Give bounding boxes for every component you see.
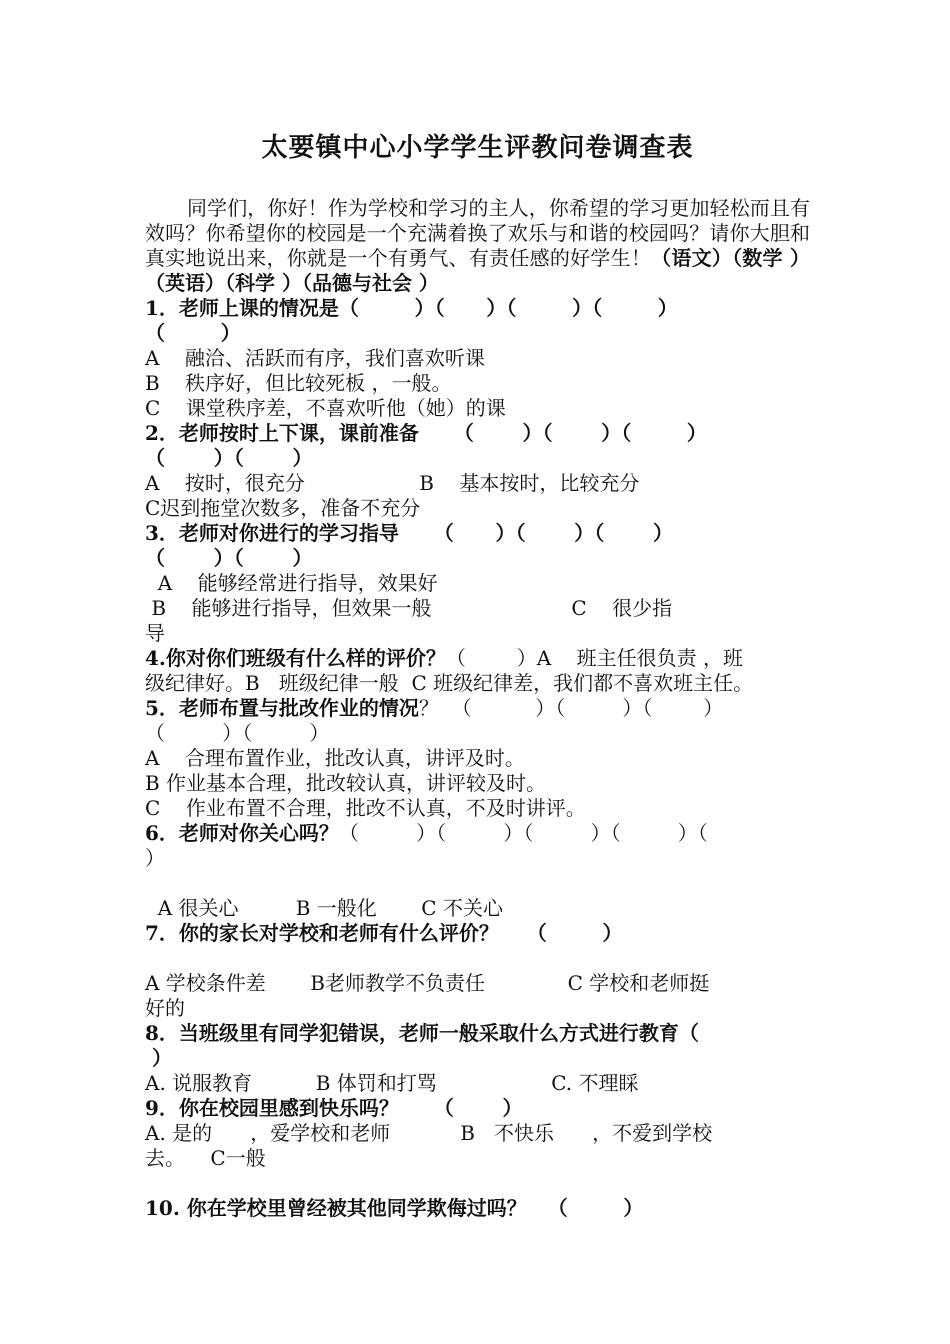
question-4-title-line (145, 646, 810, 671)
question-5-title-line (145, 696, 810, 721)
question-8-title: 8．当班级里有同学犯错误，老师一般采取什么方式进行教育（ (145, 1021, 699, 1045)
question-2-title: 2．老师按时上下课，课前准备 （ ）（ ）（ ） (145, 421, 707, 445)
question-5-option-a: A 合理布置作业，批改认真，讲评及时。 (145, 746, 525, 770)
question-5-blanks-cont: （ ）（ ） (145, 721, 330, 745)
question-9 (145, 1096, 810, 1171)
question-6-title: 6．老师对你关心吗？ (145, 821, 339, 845)
question-7-options-cont: 好的 (145, 996, 185, 1020)
question-6-title-line (145, 821, 810, 846)
question-6 (145, 821, 810, 921)
question-5 (145, 696, 810, 821)
question-3-option-a: A 能够经常进行指导，效果好 (145, 571, 438, 595)
question-4 (145, 646, 810, 696)
question-6-options: A 很关心 B 一般化 C 不关心 (145, 896, 503, 920)
document-page (145, 130, 810, 1221)
question-3-title-cont: （ ）（ ） (145, 546, 313, 570)
question-7 (145, 921, 810, 1021)
question-8-title-cont: ） (145, 1046, 172, 1070)
question-2-option-ab: A 按时，很充分 B 基本按时，比较充分 (145, 471, 640, 495)
question-1-title-cont: （ ） (145, 321, 241, 345)
question-1-title: 1．老师上课的情况是（ ）（ ）（ ）（ ） (145, 296, 678, 320)
question-8-options: A. 说服教育 B 体罚和打骂 C. 不理睬 (145, 1071, 639, 1095)
question-9-title: 9．你在校园里感到快乐吗？ （ ） (145, 1096, 523, 1120)
question-7-title: 7．你的家长对学校和老师有什么评价？ （ ） (145, 921, 623, 945)
question-7-options: A 学校条件差 B老师教学不负责任 C 学校和老师挺 (145, 971, 710, 995)
question-8 (145, 1021, 810, 1096)
question-3 (145, 521, 810, 646)
question-10 (145, 1196, 810, 1221)
question-1-option-a: A 融洽、活跃而有序，我们喜欢听课 (145, 346, 485, 370)
question-1 (145, 296, 810, 421)
question-2 (145, 421, 810, 521)
question-3-title: 3．老师对你进行的学习指导 （ ）（ ）（ ） (145, 521, 673, 545)
question-5-option-b: B 作业基本合理，批改较认真，讲评较及时。 (145, 771, 547, 795)
question-9-options-cont: 去。 C一般 (145, 1146, 266, 1170)
question-5-title: 5．老师布置与批改作业的情况 (145, 696, 419, 720)
question-5-option-c: C 作业布置不合理，批改不认真，不及时讲评。 (145, 796, 586, 820)
question-3-option-bc: B 能够进行指导，但效果一般 C 很少指 (145, 596, 673, 620)
question-9-options: A. 是的 ，爱学校和老师 B 不快乐 ，不爱到学校 (145, 1121, 713, 1145)
question-1-option-b: B 秩序好，但比较死板 ，一般。 (145, 371, 452, 395)
question-1-option-c: C 课堂秩序差，不喜欢听他（她）的课 (145, 396, 506, 420)
spacer (145, 871, 810, 896)
question-4-options-cont: 级纪律好。B 班级纪律一般 C 班级纪律差，我们都不喜欢班主任。 (145, 671, 754, 695)
question-2-option-c: C迟到拖堂次数多，准备不充分 (145, 496, 421, 520)
question-5-blanks: ？ （ ）（ ）（ ） (418, 696, 724, 720)
spacer (145, 1171, 810, 1196)
question-6-blanks-cont: ） (145, 846, 165, 870)
document-title: 太要镇中心小学学生评教问卷调查表 (261, 133, 694, 163)
question-2-title-cont: （ ）（ ） (145, 446, 313, 470)
question-3-option-c-cont: 导 (145, 621, 165, 645)
spacer (145, 946, 810, 971)
intro-paragraph (145, 196, 810, 296)
subject-list: （语文）（数学 ）（英语）（科学 ）（品德与社会 ） (145, 246, 811, 295)
question-4-title: 4.你对你们班级有什么样的评价？ (145, 646, 446, 670)
intro-text: 同学们，你好！作为学校和学习的主人，你希望的学习更加轻松而且有效吗？你希望你的校园是一个充满着换了欢乐与和谐的校园吗？请你大胆和真实地说出来，你就是一个有勇气、有责任感的好学生！ (145, 196, 810, 270)
question-10-title: 10. 你在学校里曾经被其他同学欺侮过吗？ （ ） (145, 1196, 644, 1220)
question-6-blanks: （ ）（ ）（ ）（ ）（ (338, 821, 708, 845)
question-4-options: （ ）A 班主任很负责 ，班 (445, 646, 743, 670)
